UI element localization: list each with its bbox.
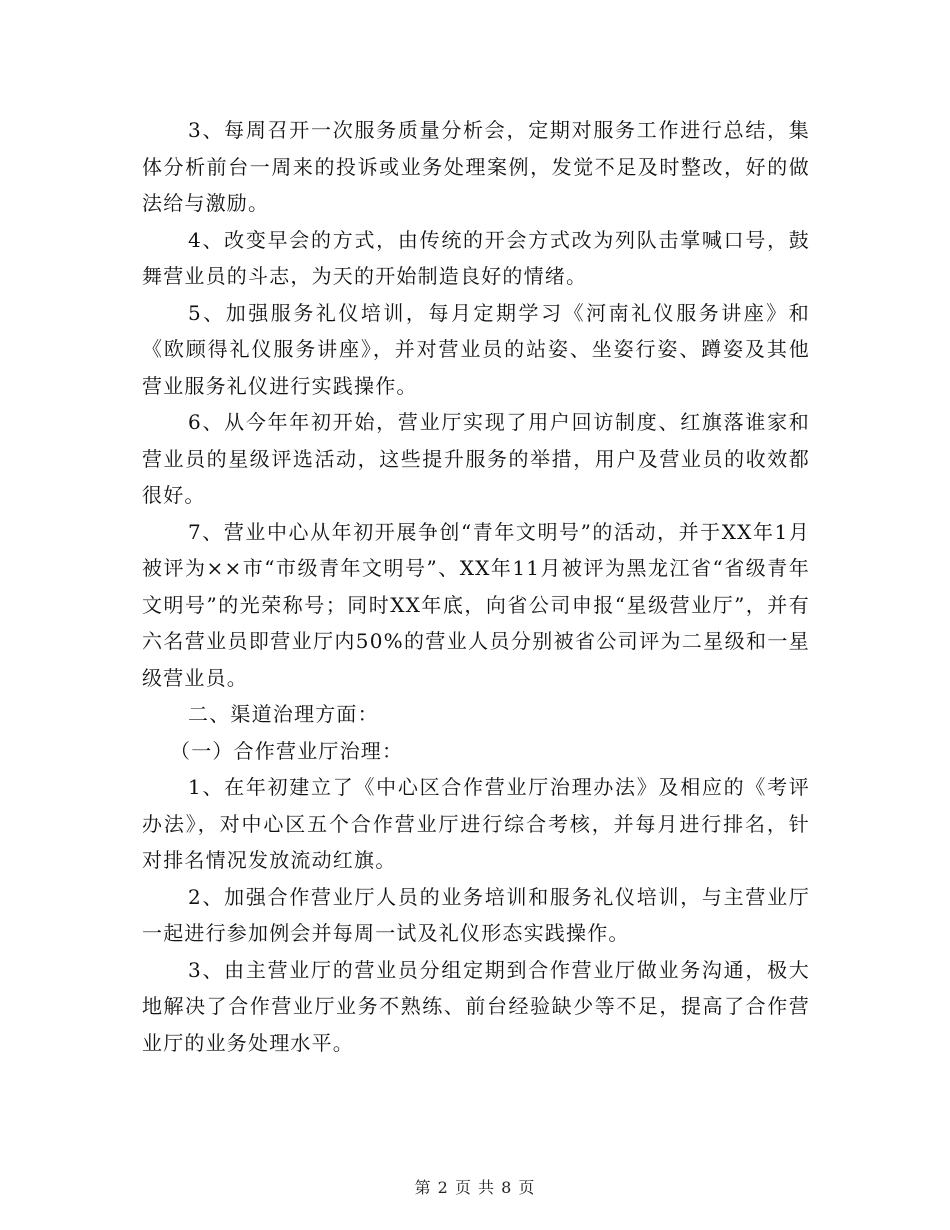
paragraph-item-2: 2、加强合作营业厅人员的业务培训和服务礼仪培训，与主营业厅一起进行参加例会并每周一试及礼仪形态实践操作。 <box>142 884 810 945</box>
paragraph-item-3: 3、每周召开一次服务质量分析会，定期对服务工作进行总结，集体分析前台一周来的投诉或业务处理案例，发觉不足及时整改，好的做法给与激励。 <box>142 118 810 215</box>
body-text <box>142 112 810 1061</box>
paragraph-item-6: 6、从今年年初开始，营业厅实现了用户回访制度、红旗落谁家和营业员的星级评选活动，这些提升服务的举措，用户及营业员的收效都很好。 <box>142 410 810 507</box>
subsection-heading-cooperative-halls: （一）合作营业厅治理： <box>170 738 404 763</box>
paragraph-item-5: 5、加强服务礼仪培训，每月定期学习《河南礼仪服务讲座》和《欧顾得礼仪服务讲座》，并对营业员的站姿、坐姿行姿、蹲姿及其他营业服务礼仪进行实践操作。 <box>142 300 810 398</box>
page-number-footer: 第 2 页 共 8 页 <box>414 1178 536 1197</box>
paragraph-item-3-channel: 3、由主营业厅的营业员分组定期到合作营业厅做业务沟通，极大地解决了合作营业厅业务不熟练、前台经验缺少等不足，提高了合作营业厅的业务处理水平。 <box>142 957 810 1055</box>
paragraph-item-7: 7、营业中心从年初开展争创“青年文明号”的活动，并于XX年1月被评为××市“市级青年文明号”、XX年11月被评为黑龙江省“省级青年文明号”的光荣称号；同时XX年底，向省公司申报“星级营业厅”，并有六名营业员即营业厅内50%的营业人员分别被省公司评为二星级和一星级营业员。 <box>142 519 810 690</box>
section-heading-channel-management: 二、渠道治理方面： <box>188 702 379 726</box>
paragraph-item-1: 1、在年初建立了《中心区合作营业厅治理办法》及相应的《考评办法》，对中心区五个合作营业厅进行综合考核，并每月进行排名，针对排名情况发放流动红旗。 <box>142 775 810 872</box>
paragraph-item-4: 4、改变早会的方式，由传统的开会方式改为列队击掌喊口号，鼓舞营业员的斗志，为天的开始制造良好的情绪。 <box>142 227 810 288</box>
